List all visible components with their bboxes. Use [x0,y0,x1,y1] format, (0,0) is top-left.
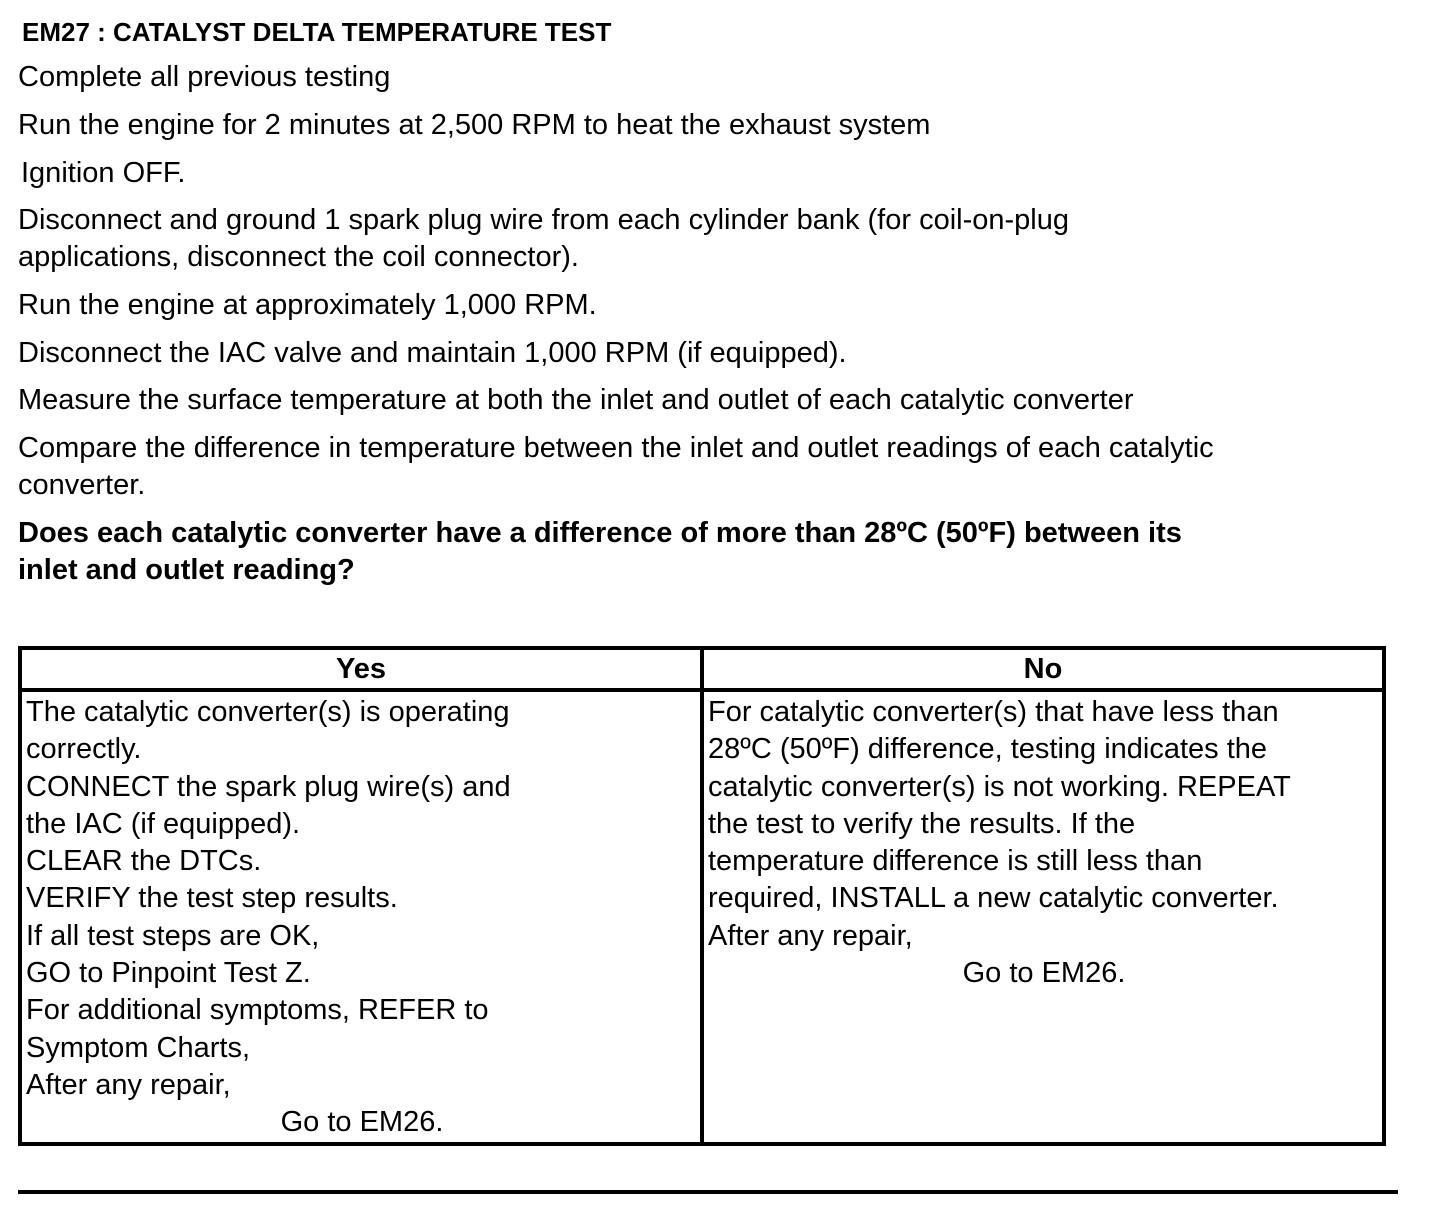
no-text-line: 28ºC (50ºF) difference, testing indicates the [708,733,1268,766]
bottom-divider [18,1190,1398,1194]
no-text-line: catalytic converter(s) is not working. REPEAT [708,770,1291,803]
yes-text-line: If all test steps are OK, [26,919,320,952]
no-cell [702,690,1384,1144]
yes-text-line: CLEAR the DTCs. [26,845,262,878]
no-text-line: the test to verify the results. If the [708,807,1136,840]
no-goto-link[interactable]: Go to EM26. [962,957,1126,990]
yes-text-line: the IAC (if equipped). [26,807,301,840]
step-ignition-off: Ignition OFF. [21,157,186,189]
yes-text-line: For additional symptoms, REFER to [26,994,489,1027]
page-title: EM27 : CATALYST DELTA TEMPERATURE TEST [22,17,612,47]
step-disconnect-ground-line2: applications, disconnect the coil connector). [18,241,579,273]
yes-text-line: After any repair, [26,1068,231,1101]
yes-text-line: GO to Pinpoint Test Z. [26,957,311,990]
yes-goto-link[interactable]: Go to EM26. [280,1106,444,1139]
step-run-engine-1000: Run the engine at approximately 1,000 RPM. [18,289,597,321]
step-complete-previous: Complete all previous testing [18,61,391,93]
yes-text-line: correctly. [26,733,142,766]
step-run-engine-2500: Run the engine for 2 minutes at 2,500 RPM to heat the exhaust system [18,109,931,141]
no-text-line: After any repair, [708,919,913,952]
question-line: Does each catalytic converter have a difference of more than 28ºC (50ºF) between its [18,517,1182,549]
step-disconnect-iac: Disconnect the IAC valve and maintain 1,000 RPM (if equipped). [18,337,847,369]
no-text-line: temperature difference is still less than [708,845,1203,878]
test-question [18,515,1408,589]
no-column-header: No [702,648,1384,690]
yes-text-line: CONNECT the spark plug wire(s) and [26,770,511,803]
yes-text-line: Symptom Charts, [26,1031,250,1064]
result-table [18,646,1386,1146]
step-compare-line2: converter. [18,469,146,501]
no-text-line: required, INSTALL a new catalytic converter. [708,882,1279,915]
table-header-row [20,648,1384,690]
yes-column-header: Yes [20,648,702,690]
table-row [20,690,1384,1144]
yes-text-line: The catalytic converter(s) is operating [26,696,510,728]
yes-cell [20,690,702,1144]
step-compare-line1: Compare the difference in temperature between the inlet and outlet readings of each catalytic [18,432,1214,464]
yes-text-line: VERIFY the test step results. [26,882,398,915]
question-line: inlet and outlet reading? [18,554,355,586]
step-measure-temperature: Measure the surface temperature at both the inlet and outlet of each catalytic converter [18,384,1134,416]
step-disconnect-ground-line1: Disconnect and ground 1 spark plug wire from each cylinder bank (for coil-on-plug [18,204,1069,236]
no-text-line: For catalytic converter(s) that have less than [708,696,1279,728]
